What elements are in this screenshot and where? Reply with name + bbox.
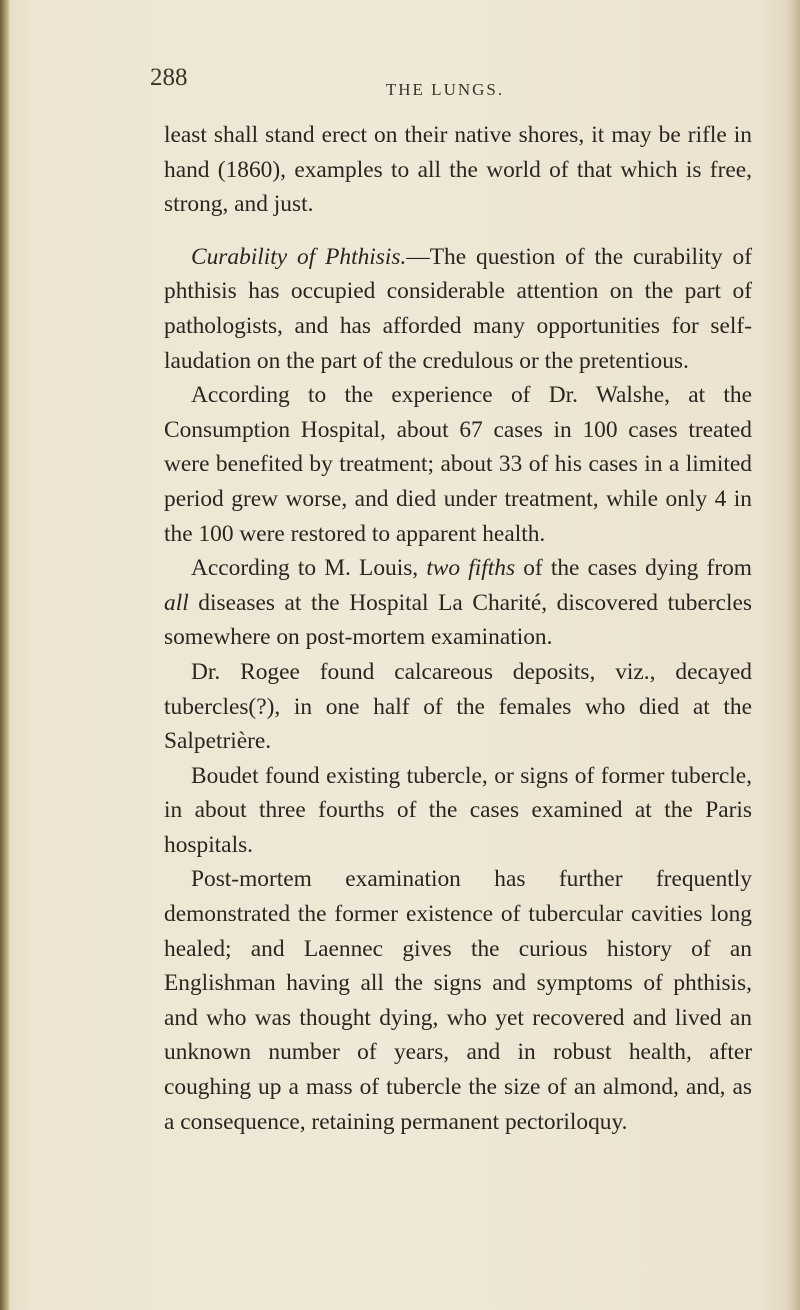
paragraph-text-before: According to M. Louis, (191, 555, 427, 582)
paragraph-rogee (164, 655, 752, 759)
paragraph-continuation (164, 118, 752, 222)
paragraph-text: Post-mortem examination has further frequently demonstrated the former existence of tubercular cavities long healed; and Laennec gives the curious history of an Englishman having all the signs and symptoms of phthisis, and who was thought dying, who yet recovered and lived an unknown number of years, and in robust health, after coughing up a mass of tubercle the size of an almond, and, as a consequence, retaining permanent pectoriloquy. (164, 866, 752, 1135)
page-binding-shadow (0, 0, 10, 1310)
page-header (150, 64, 740, 104)
paragraph-text-after: diseases at the Hospital La Charité, discovered tubercles somewhere on post-mortem examination. (164, 589, 752, 651)
section-title: Curability of Phthisis. (191, 243, 407, 270)
paragraph-text: Boudet found existing tubercle, or signs of former tubercle, in about three fourths of the cases examined at the Paris hospitals. (164, 762, 752, 858)
paragraph-louis (164, 551, 752, 655)
paragraph-text: Dr. Rogee found calcareous deposits, viz., decayed tubercles(?), in one half of the females who died at the Salpetrière. (164, 658, 752, 755)
running-head: THE LUNGS. (385, 80, 505, 99)
paragraph-text: According to the experience of Dr. Walshe, at the Consumption Hospital, about 67 cases in 100 cases treated were benefited by treatment; about 33 of his cases in a limited period grew worse, and died under treatment, while only 4 in the 100 were restored to apparent health. (164, 382, 752, 547)
paragraph-curability (164, 240, 752, 378)
paragraph-text-middle: of the cases dying from (515, 555, 752, 582)
page-edge-shadow (786, 0, 800, 1310)
paragraph-text: —The question of the curability of phthisis has occupied considerable attention on the part of pathologists, and has afforded many opportunities for self-laudation on the part of the credulous or the pretentious. (164, 243, 753, 374)
paragraph-boudet (164, 759, 752, 863)
paragraph-text: least shall stand erect on their native shores, it may be rifle in hand (1860), examples to all the world of that which is free, strong, and just. (164, 122, 752, 218)
paragraph-walshe (164, 378, 752, 551)
emphasis-all: all (164, 589, 189, 616)
emphasis-two-fifths: two fifths (426, 555, 516, 582)
page-number: 288 (150, 64, 188, 91)
paragraph-post-mortem (164, 862, 752, 1139)
body-text (164, 118, 752, 1139)
